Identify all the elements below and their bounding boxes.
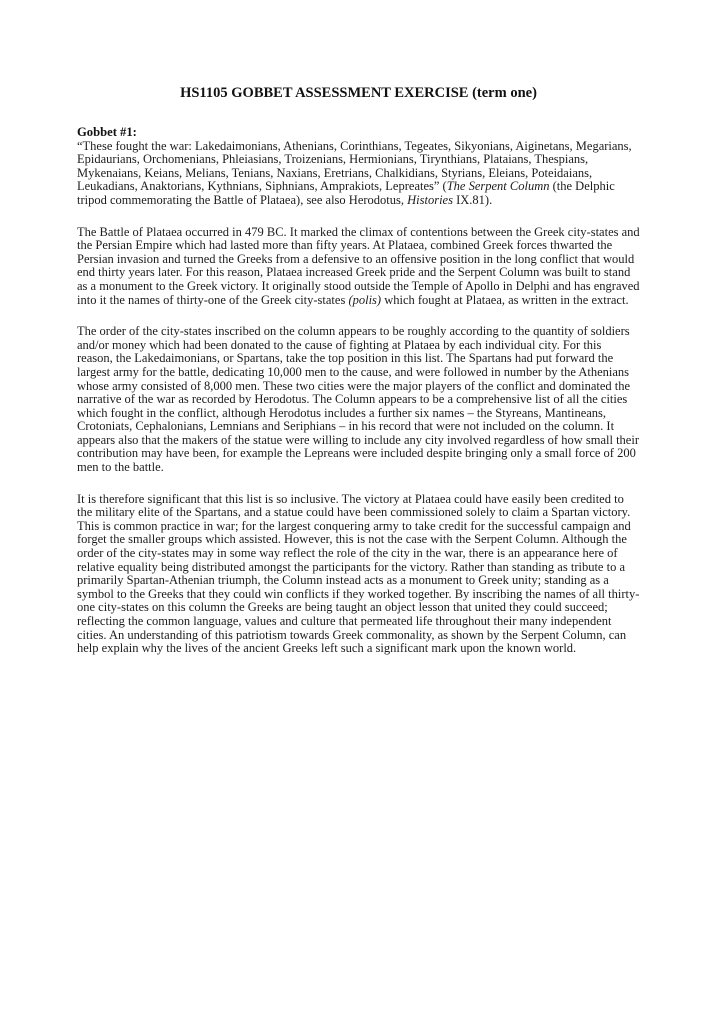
italic-text: The Serpent Column <box>446 179 550 194</box>
page-title: HS1105 GOBBET ASSESSMENT EXERCISE (term one) <box>180 85 537 101</box>
italic-text: Histories <box>407 192 453 207</box>
paragraphs <box>77 140 640 656</box>
paragraph-battle-context <box>77 226 640 308</box>
body-text: It is therefore significant that this list is so inclusive. The victory at Plataea could have easily been credited to the military elite of the Spartans, and a statue could have been commissioned solely to claim a Spartan victory. This is common practice in war; for the largest conquering army to take credit for the successful campaign and forget the smaller groups which assisted. However, this is not the case with the Serpent Column. Although the order of the city-states may in some way reflect the role of the city in the war, there is an appearance here of relative equality being distributed amongst the participants for the victory. Rather than standing as tribute to a primarily Spartan-Athenian triumph, the Column instead acts as a monument to Greek unity; standing as a symbol to the Greeks that they could win conflicts if they worked together. By inscribing the names of all thirty-one city-states on this column the Greeks are being taught an object lesson that united they could succeed; reflecting the common language, values and culture that permeated life throughout their many independent cities. An understanding of this patriotism towards Greek commonality, as shown by the Serpent Column, can help explain why the lives of the ancient Greeks left such a significant mark upon the known world. <box>77 491 640 656</box>
gobbet-quote <box>77 140 640 208</box>
body-text: which fought at Plataea, as written in the extract. <box>381 292 629 307</box>
gobbet-heading: Gobbet #1: <box>77 125 137 139</box>
italic-text: (polis) <box>348 292 382 307</box>
body-text: IX.81). <box>452 192 493 207</box>
paragraph-significance <box>77 493 640 656</box>
body-text: The order of the city-states inscribed on the column appears to be roughly according to the quantity of soldiers and/or money which had been donated to the cause of fighting at Plataea by each individual city. For this reason, the Lakedaimonians, or Spartans, take the top position in this list. The Spartans had put forward the largest army for the battle, dedicating 10,000 men to the cause, and were followed in number by the Athenians whose army consisted of 8,000 men. These two cities were the major players of the conflict and dominated the narrative of the war as recorded by Herodotus. The Column appears to be a comprehensive list of all the cities which fought in the conflict, although Herodotus includes a further six names – the Styreans, Mantineans, Crotoniats, Cephalonians, Lemnians and Seriphians – in his record that were not included on the column. It appears also that the makers of the statue were willing to include any city involved regardless of how small their contribution may have been, for example the Lepreans were included despite bringing only a small force of 200 men to the battle. <box>77 324 639 475</box>
body-text: The Battle of Plataea occurred in 479 BC. It marked the climax of contentions between the Greek city-states and the Persian Empire which had lasted more than fifty years. At Plataea, combined Greek forces thwarted the Persian invasion and turned the Greeks from a defensive to an offensive position in the long conflict that would end thirty years later. For this reason, Plataea increased Greek pride and the Serpent Column was built to stand as a monument to the Greek victory. It originally stood outside the Temple of Apollo in Delphi and has engraved into it the names of thirty-one of the Greek city-states <box>77 224 640 307</box>
body-text: (the Delphic tripod commemorating the Battle of Plataea), see also Herodotus, <box>77 179 615 207</box>
paragraph-order-of-cities <box>77 325 640 475</box>
body-text: “These fought the war: Lakedaimonians, Athenians, Corinthians, Tegeates, Sikyonians, Aiginetans, Megarians, Epidaurians, Orchomenians, Phleiasians, Troizenians, Hermionians, Tirynthians, Plataians, Thespians, Mykenaians, Keians, Melians, Tenians, Naxians, Eretrians, Chalkidians, Styrians, Eleians, Poteidaians, Leukadians, Anaktorians, Kythnians, Siphnians, Amprakiots, Lepreates” ( <box>77 138 632 194</box>
